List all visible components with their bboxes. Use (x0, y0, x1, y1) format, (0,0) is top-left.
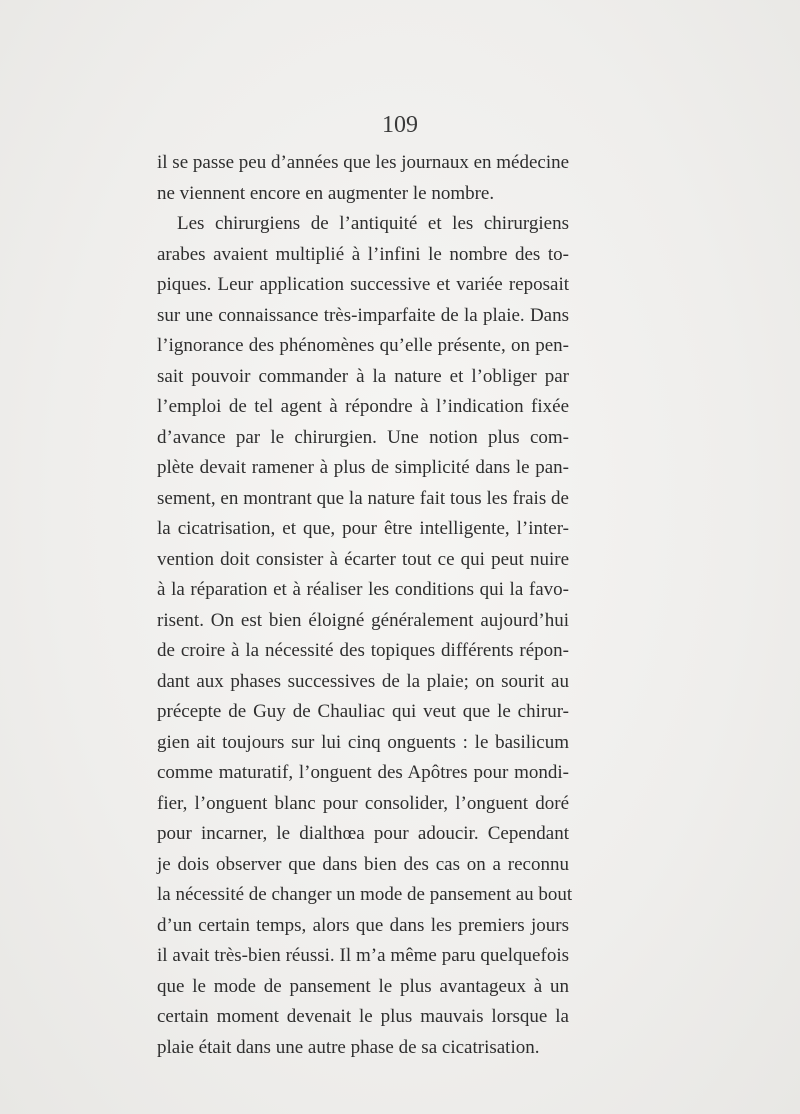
text-line: sur une connaissance très-imparfaite de la plaie. Dans (157, 304, 569, 326)
text-line: la nécessité de changer un mode de pansement au bout (157, 884, 573, 905)
text-line: vention doit consister à écarter tout ce qui peut nuire (157, 548, 569, 570)
text-line: l’ignorance des phénomènes qu’elle présente, on pen- (157, 335, 569, 356)
text-line: comme maturatif, l’onguent des Apôtres pour mondi- (157, 762, 569, 783)
text-line: fier, l’onguent blanc pour consolider, l’onguent doré (157, 792, 569, 814)
text-line: sait pouvoir commander à la nature et l’obliger par (157, 365, 569, 387)
text-line: que le mode de pansement le plus avantageux à un (157, 975, 569, 997)
text-line: plète devait ramener à plus de simplicité dans le pan- (157, 457, 569, 478)
text-line: Les chirurgiens de l’antiquité et les chirurgiens (177, 213, 569, 234)
text-line: de croire à la nécessité des topiques différents répon- (157, 640, 569, 661)
text-line: gien ait toujours sur lui cinq onguents : le basilicum (157, 731, 569, 753)
text-line: certain moment devenait le plus mauvais lorsque la (157, 1006, 569, 1027)
text-line: d’avance par le chirurgien. Une notion plus com- (157, 426, 569, 448)
text-line: piques. Leur application successive et variée reposait (157, 274, 569, 295)
text-line: je dois observer que dans bien des cas on a reconnu (157, 853, 569, 875)
text-line: précepte de Guy de Chauliac qui veut que le chirur- (157, 701, 569, 722)
text-line: d’un certain temps, alors que dans les premiers jours (157, 914, 569, 936)
text-line: ne viennent encore en augmenter le nombre. (157, 182, 495, 204)
text-line: il avait très-bien réussi. Il m’a même paru quelquefois (157, 945, 569, 966)
page-number: 109 (382, 112, 418, 138)
body-text (157, 148, 573, 1063)
text-line: l’emploi de tel agent à répondre à l’indication fixée (157, 396, 569, 417)
text-line: plaie était dans une autre phase de sa cicatrisation. (157, 1036, 540, 1058)
text-line: pour incarner, le dialthœa pour adoucir. Cependant (157, 823, 569, 844)
text-line: à la réparation et à réaliser les conditions qui la favo- (157, 579, 569, 600)
text-line: sement, en montrant que la nature fait tous les frais de (157, 487, 569, 509)
text-line: risent. On est bien éloigné généralement aujourd’hui (157, 609, 569, 631)
text-line: dant aux phases successives de la plaie; on sourit au (157, 670, 569, 692)
text-line: il se passe peu d’années que les journaux en médecine (157, 152, 570, 173)
text-line: arabes avaient multiplié à l’infini le nombre des to- (157, 243, 569, 265)
text-line: la cicatrisation, et que, pour être intelligente, l’inter- (157, 518, 569, 539)
